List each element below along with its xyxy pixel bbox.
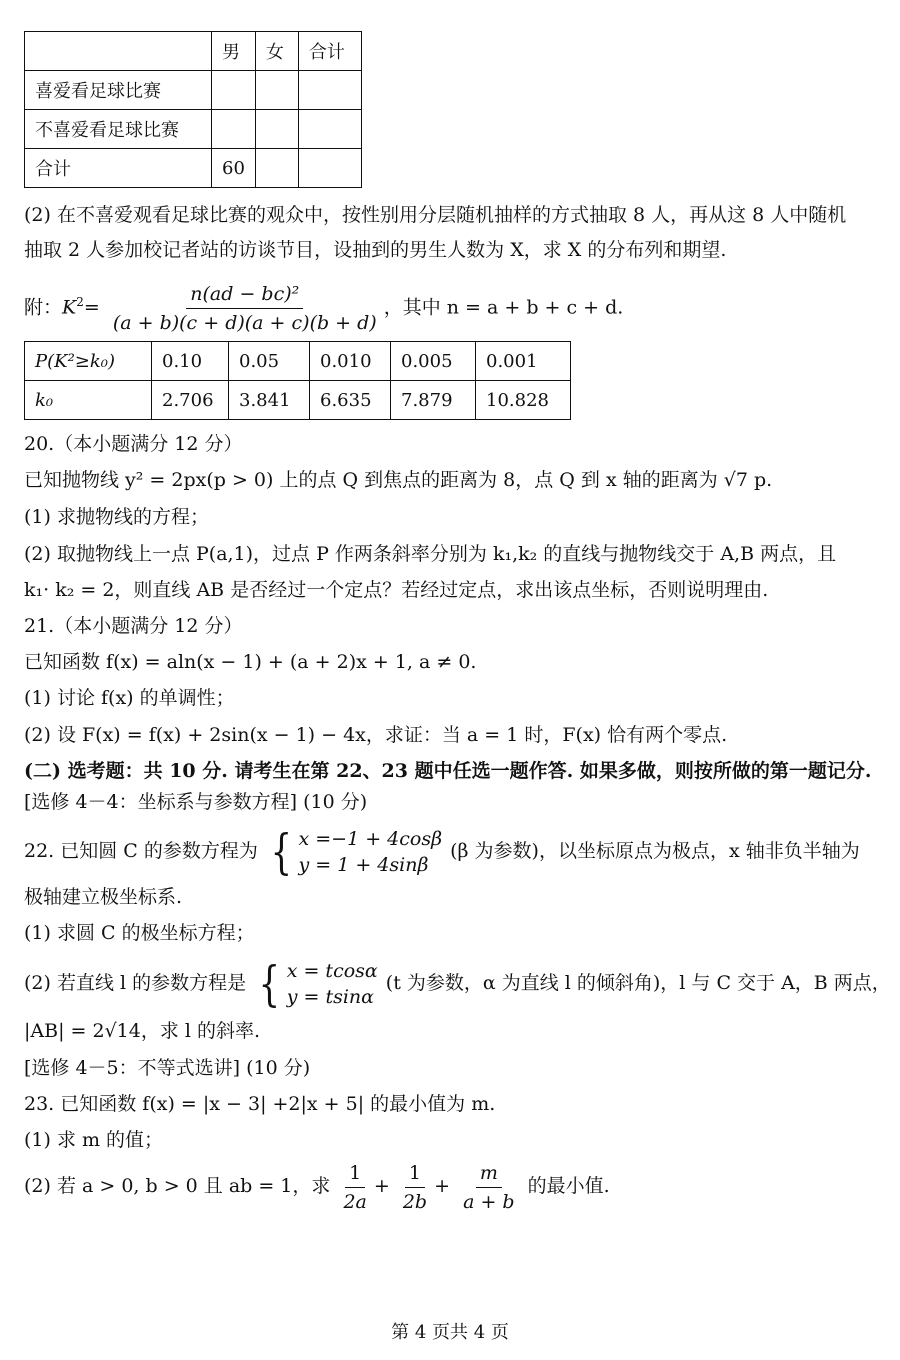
q20-title: 20.（本小题满分 12 分） [24,433,243,455]
q20-part2-line2: k₁· k₂ = 2，则直线 AB 是否经过一个定点？若经过定点，求出该点坐标，否则说明理由. [24,579,769,601]
k2-formula: 附：$K^2=$ $\frac{\text{n(ad − bc)²}}{(a + b)(c + d)(a + c)(b + d)}$ ，其中 n = a + b + c + d. [24,282,624,334]
table-cell [212,71,256,110]
left-brace-icon: { [270,824,292,880]
q20-part2-line1: (2) 取抛物线上一点 P(a,1)，过点 P 作两条斜率分别为 k₁,k₂ 的直线与抛物线交于 A,B 两点，且 [24,543,837,565]
table-cell [25,32,212,71]
table-cell: 0.05 [229,342,310,381]
q19-part2-line2: 抽取 2 人参加校记者站的访谈节目，设抽到的男生人数为 X，求 X 的分布列和期望. [24,239,727,261]
table-row [25,342,571,381]
table-cell: 7.879 [391,381,476,420]
q23-part2-prefix: (2) 若 a > 0, b > 0 且 ab = 1，求 [24,1175,331,1197]
table-cell: 喜爱看足球比赛 [25,71,212,110]
q22-eq1: x =−1 + 4cosβ [298,828,443,850]
q23-fraction-1 [339,1161,370,1214]
q22-line-eq1: x = tcosα [286,960,378,982]
fraction-denominator: 2a [343,1190,367,1213]
elective-45-heading: [选修 4－5：不等式选讲] (10 分) [24,1057,311,1079]
k2-numerator: n(ad − bc)² [186,282,303,309]
table-cell: 0.10 [152,342,229,381]
table-row [25,381,571,420]
q21-part2: (2) 设 F(x) = f(x) + 2sin(x − 1) − 4x，求证：当 a = 1 时，F(x) 恰有两个零点. [24,724,728,746]
table-cell [298,71,361,110]
page-footer: 第 4 页共 4 页 [391,1322,509,1343]
q23-part2: (2) 若 a > 0, b > 0 且 ab = 1，求 $\frac{1}{2a}$ + $\frac{1}{2b}$ + $\frac{m}{a + b}$ 的最小值. [24,1161,610,1213]
q22-part2-line2: |AB| = 2√14，求 l 的斜率. [24,1020,261,1042]
q23-fraction-2 [399,1161,431,1214]
contingency-table [24,31,362,188]
q23-stem: 23. 已知函数 f(x) = |x − 3| +2|x + 5| 的最小值为 m. [24,1093,496,1115]
q22-eq2: y = 1 + 4sinβ [298,854,429,876]
q22-line-eq2: y = tsinα [286,986,374,1008]
table-cell [255,149,298,188]
q22-prefix: 22. 已知圆 C 的参数方程为 [24,840,258,862]
q22-param-system [266,826,442,878]
q22-part2 [24,955,891,1011]
q22-stem [24,823,860,879]
table-row [25,71,362,110]
q22-line2: 极轴建立极坐标系. [24,886,183,908]
q19-part2-line1: (2) 在不喜爱观看足球比赛的观众中，按性别用分层随机抽样的方式抽取 8 人，再从这 8 人中随机 [24,204,847,226]
table-cell: 10.828 [476,381,571,420]
table-cell: 合计 [298,32,361,71]
table-cell: 0.005 [391,342,476,381]
fraction-numerator: m [476,1161,502,1188]
left-brace-icon: { [258,956,281,1012]
elective-44-heading: [选修 4－4：坐标系与参数方程] (10 分) [24,791,368,813]
q23-fraction-3 [459,1161,519,1214]
q22-line-param-system [254,958,378,1010]
table-cell: k₀ [25,381,152,420]
table-cell: P(K²≥k₀) [25,342,152,381]
table-cell: 2.706 [152,381,229,420]
table-row [25,149,362,188]
q22-part2-suffix: (t 为参数，α 为直线 l 的倾斜角)，l 与 C 交于 A，B 两点， [385,972,891,994]
q22-suffix: (β 为参数)，以坐标原点为极点，x 轴非负半轴为 [450,840,860,862]
table-row [25,32,362,71]
q21-title: 21.（本小题满分 12 分） [24,615,243,637]
table-cell: 合计 [25,149,212,188]
table-cell [255,110,298,149]
section2-header: (二) 选考题：共 10 分. 请考生在第 22、23 题中任选一题作答. 如果多做，则按所做的第一题记分. [24,760,872,782]
table-cell: 0.001 [476,342,571,381]
table-cell: 女 [255,32,298,71]
table-cell [255,71,298,110]
q22-part1: (1) 求圆 C 的极坐标方程； [24,922,255,944]
table-cell: 0.010 [310,342,391,381]
table-cell: 3.841 [229,381,310,420]
table-cell [298,110,361,149]
q20-stem: 已知抛物线 y² = 2px(p > 0) 上的点 Q 到焦点的距离为 8，点 Q 到 x 轴的距离为 √7 p. [24,469,773,491]
table-cell: 60 [212,149,256,188]
q22-part2-prefix: (2) 若直线 l 的参数方程是 [24,972,247,994]
q20-part1: (1) 求抛物线的方程； [24,506,209,528]
table-cell: 不喜爱看足球比赛 [25,110,212,149]
q21-part1: (1) 讨论 f(x) 的单调性； [24,687,235,709]
table-row [25,110,362,149]
table-cell: 6.635 [310,381,391,420]
k2-denominator: (a + b)(c + d)(a + c)(b + d) [112,311,377,334]
fraction-numerator: 1 [405,1161,425,1188]
q21-stem: 已知函数 f(x) = aln(x − 1) + (a + 2)x + 1, a ≠ 0. [24,651,477,673]
q23-part1: (1) 求 m 的值； [24,1129,164,1151]
table-cell [212,110,256,149]
critical-value-table [24,341,571,420]
appendix-label: 附： [24,296,63,319]
k2-suffix: ，其中 n = a + b + c + d. [383,296,624,319]
k2-fraction [109,282,381,335]
fraction-numerator: 1 [345,1161,365,1188]
table-cell: 男 [212,32,256,71]
q23-part2-suffix: 的最小值. [527,1175,610,1197]
fraction-denominator: a + b [463,1190,515,1213]
fraction-denominator: 2b [402,1190,428,1213]
table-cell [298,149,361,188]
